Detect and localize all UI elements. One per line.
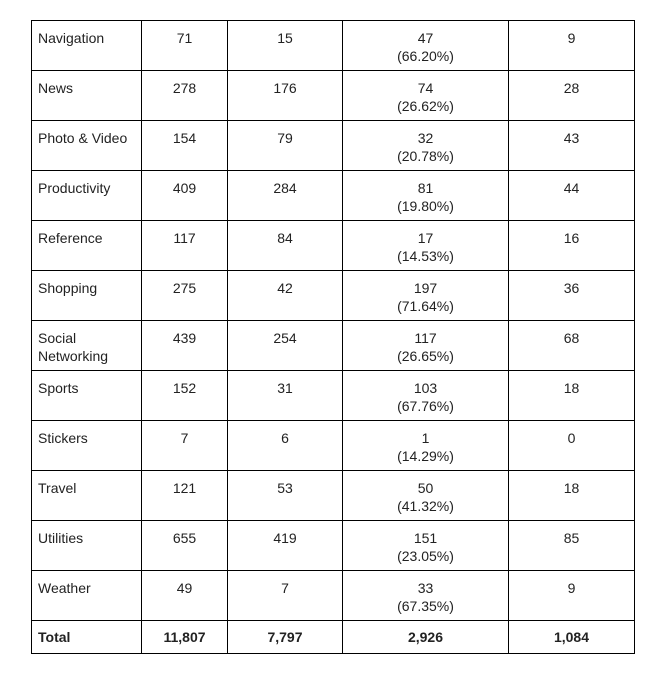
category-label: Weather [38, 580, 91, 596]
value-cell [142, 171, 228, 221]
value-cell [228, 21, 343, 71]
value-c4: 50 [417, 480, 434, 496]
value-cell [228, 371, 343, 421]
total-c5: 1,084 [553, 629, 590, 645]
value-c5: 68 [563, 330, 580, 346]
value-c2: 439 [172, 330, 197, 346]
value-c4-percent: (67.76%) [397, 398, 454, 414]
value-c3: 176 [273, 80, 297, 96]
value-cell [142, 371, 228, 421]
value-c3: 42 [277, 280, 293, 296]
value-c4-percent: (14.29%) [397, 448, 454, 464]
total-cell [343, 621, 509, 654]
value-c2: 121 [172, 480, 197, 496]
table-row [32, 121, 635, 171]
value-c2: 278 [172, 80, 197, 96]
table-row [32, 371, 635, 421]
value-c5: 85 [563, 530, 580, 546]
value-c5: 43 [563, 130, 580, 146]
value-c5: 18 [563, 480, 580, 496]
value-c3: 419 [273, 530, 297, 546]
value-c4: 17 [417, 230, 434, 246]
value-cell [343, 171, 509, 221]
value-c3: 53 [277, 480, 293, 496]
value-cell [142, 321, 228, 371]
value-cell [142, 571, 228, 621]
total-c3: 7,797 [267, 629, 303, 645]
value-c4: 197 [413, 280, 438, 296]
category-label: Utilities [38, 530, 84, 546]
value-c2: 7 [180, 430, 189, 446]
value-cell [509, 321, 635, 371]
category-cell [32, 221, 142, 271]
value-c3: 6 [281, 430, 289, 446]
value-c4-percent: (66.20%) [397, 48, 454, 64]
category-label: Travel [38, 480, 77, 496]
category-label: News [38, 80, 74, 96]
value-cell [343, 271, 509, 321]
value-cell [509, 171, 635, 221]
value-cell [509, 371, 635, 421]
value-c5: 0 [567, 430, 576, 446]
value-c4-percent: (41.32%) [397, 498, 454, 514]
category-label: Stickers [38, 430, 88, 446]
value-c5: 16 [563, 230, 580, 246]
total-cell [228, 621, 343, 654]
category-label: Social Networking [38, 330, 109, 364]
value-cell [509, 121, 635, 171]
value-c4-percent: (14.53%) [397, 248, 454, 264]
table-row [32, 221, 635, 271]
value-c4: 1 [421, 430, 430, 446]
category-cell [32, 371, 142, 421]
table-row [32, 71, 635, 121]
value-cell [228, 221, 343, 271]
value-cell [142, 271, 228, 321]
value-c5: 44 [563, 180, 580, 196]
value-cell [509, 571, 635, 621]
value-cell [228, 171, 343, 221]
category-cell [32, 421, 142, 471]
value-cell [343, 221, 509, 271]
value-c3: 79 [277, 130, 293, 146]
table-body [32, 21, 635, 654]
value-cell [509, 271, 635, 321]
table-row [32, 21, 635, 71]
value-cell [509, 471, 635, 521]
value-c4-percent: (19.80%) [397, 198, 454, 214]
category-cell [32, 571, 142, 621]
category-label: Photo & Video [38, 130, 128, 146]
value-c5: 36 [563, 280, 580, 296]
value-c4-percent: (23.05%) [397, 548, 454, 564]
value-cell [228, 321, 343, 371]
table-row [32, 171, 635, 221]
value-c2: 275 [172, 280, 197, 296]
value-cell [343, 471, 509, 521]
value-c2: 49 [176, 580, 193, 596]
value-c4: 32 [417, 130, 434, 146]
value-c2: 117 [173, 230, 196, 246]
value-c3: 254 [273, 330, 297, 346]
value-cell [509, 521, 635, 571]
value-cell [228, 421, 343, 471]
value-cell [228, 71, 343, 121]
value-cell [343, 521, 509, 571]
value-cell [343, 71, 509, 121]
value-c4: 103 [413, 380, 438, 396]
value-c4: 81 [417, 180, 434, 196]
category-cell [32, 21, 142, 71]
category-cell [32, 471, 142, 521]
value-c5: 9 [567, 580, 576, 596]
value-c2: 655 [172, 530, 197, 546]
value-cell [142, 421, 228, 471]
value-c4: 74 [417, 80, 434, 96]
total-label: Total [38, 629, 71, 645]
value-cell [142, 21, 228, 71]
total-label-cell [32, 621, 142, 654]
category-label: Productivity [38, 180, 111, 196]
value-cell [142, 121, 228, 171]
total-row [32, 621, 635, 654]
value-c3: 84 [277, 230, 293, 246]
value-cell [509, 21, 635, 71]
value-c2: 152 [172, 380, 197, 396]
value-cell [228, 571, 343, 621]
category-label: Sports [38, 380, 79, 396]
data-table-container [31, 20, 635, 654]
value-c3: 7 [281, 580, 289, 596]
value-cell [228, 121, 343, 171]
value-c2: 409 [172, 180, 197, 196]
table-row [32, 321, 635, 371]
table-row [32, 421, 635, 471]
total-c2: 11,807 [163, 629, 206, 645]
value-c4-percent: (67.35%) [397, 598, 454, 614]
category-label: Shopping [38, 280, 98, 296]
value-c4-percent: (26.62%) [397, 98, 454, 114]
table-row [32, 521, 635, 571]
value-cell [142, 471, 228, 521]
value-c4-percent: (26.65%) [397, 348, 454, 364]
category-cell [32, 171, 142, 221]
value-c4: 33 [417, 580, 434, 596]
total-cell [142, 621, 228, 654]
value-c4-percent: (71.64%) [397, 298, 454, 314]
category-cell [32, 121, 142, 171]
table-row [32, 571, 635, 621]
value-cell [509, 221, 635, 271]
category-cell [32, 71, 142, 121]
value-cell [142, 521, 228, 571]
value-cell [509, 71, 635, 121]
value-c4: 117 [414, 330, 437, 346]
value-c4: 151 [413, 530, 438, 546]
value-cell [228, 521, 343, 571]
category-label: Navigation [38, 30, 105, 46]
value-c5: 9 [567, 30, 576, 46]
table-row [32, 271, 635, 321]
value-cell [343, 371, 509, 421]
category-cell [32, 521, 142, 571]
value-cell [343, 121, 509, 171]
value-c2: 71 [176, 30, 193, 46]
value-c4-percent: (20.78%) [397, 148, 454, 164]
value-c2: 154 [172, 130, 197, 146]
value-cell [228, 271, 343, 321]
value-cell [228, 471, 343, 521]
value-cell [343, 571, 509, 621]
category-label: Reference [38, 230, 103, 246]
value-c5: 28 [563, 80, 580, 96]
value-cell [343, 321, 509, 371]
value-cell [142, 221, 228, 271]
category-table [31, 20, 635, 654]
value-cell [509, 421, 635, 471]
category-cell [32, 271, 142, 321]
value-c3: 15 [277, 30, 293, 46]
total-c4: 2,926 [407, 629, 444, 645]
value-c4: 47 [417, 30, 434, 46]
value-c3: 31 [277, 380, 293, 396]
value-cell [343, 21, 509, 71]
category-cell [32, 321, 142, 371]
value-c5: 18 [563, 380, 580, 396]
table-row [32, 471, 635, 521]
value-c3: 284 [273, 180, 297, 196]
value-cell [142, 71, 228, 121]
total-cell [509, 621, 635, 654]
value-cell [343, 421, 509, 471]
